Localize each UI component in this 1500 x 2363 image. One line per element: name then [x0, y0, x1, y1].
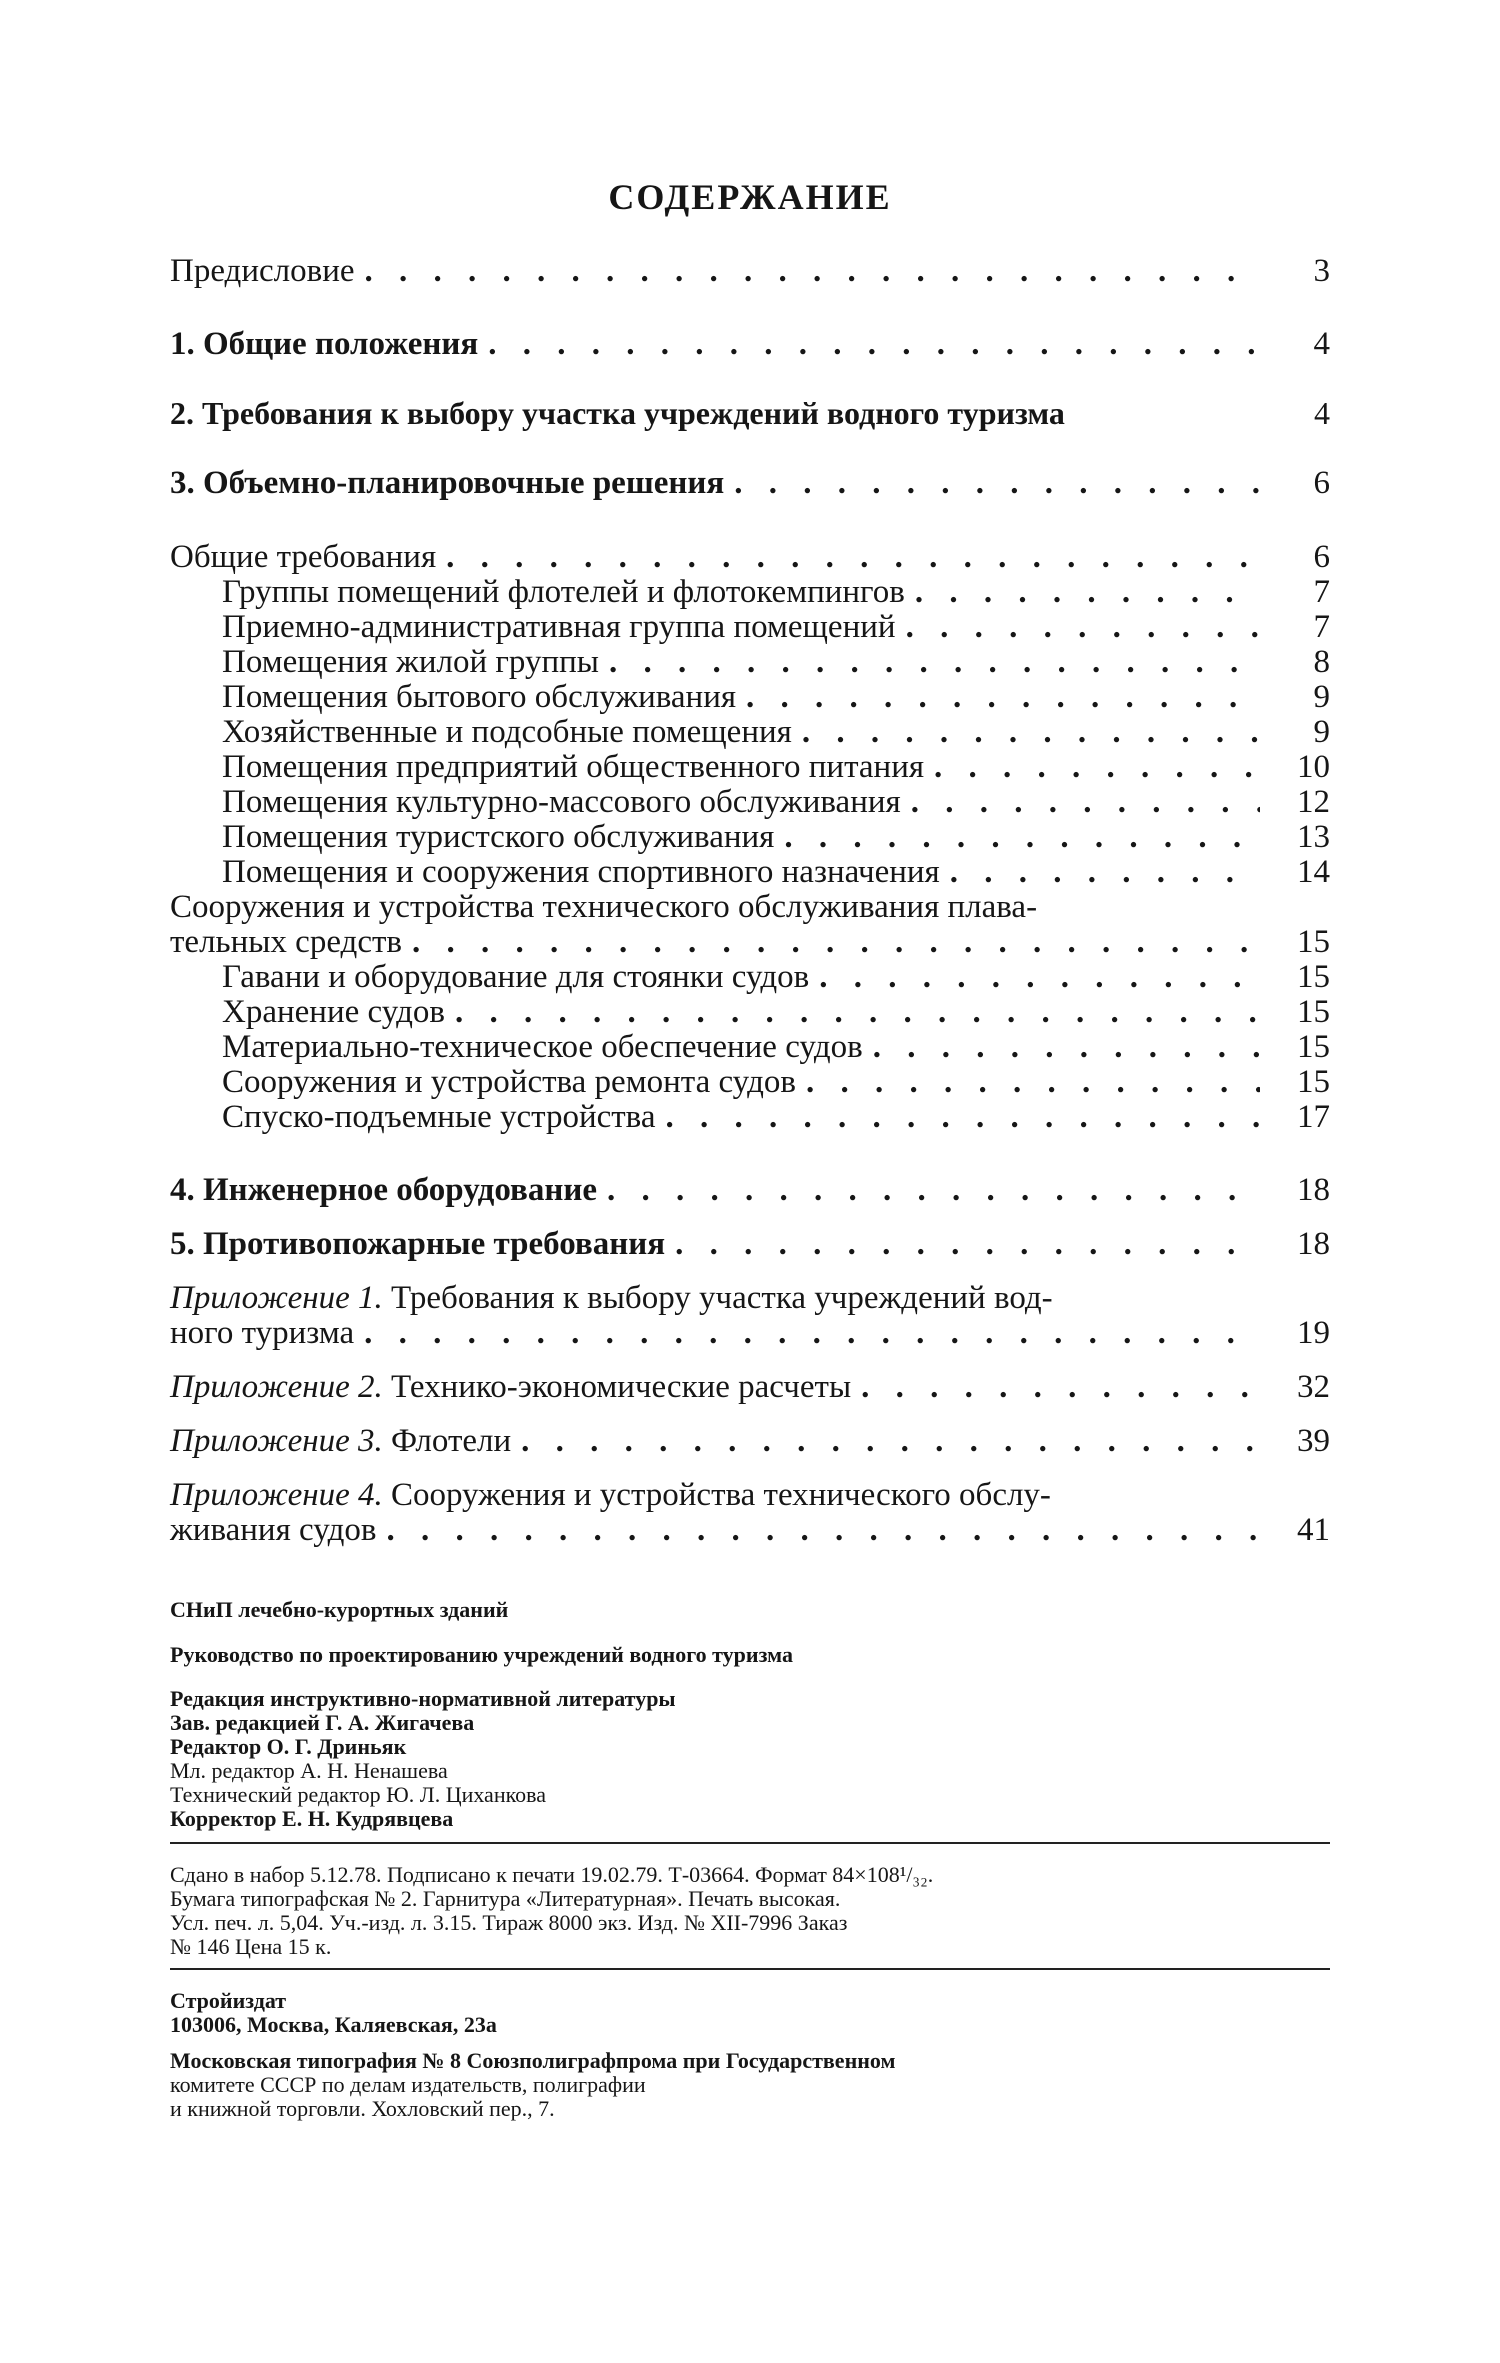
toc-entry-text: 4. Инженерное оборудование [170, 1172, 598, 1208]
toc-page-number: 12 [1297, 784, 1330, 820]
toc-page-number: 39 [1297, 1423, 1330, 1459]
toc-entry-text: Сооружения и устройства ремонта судов [222, 1064, 796, 1100]
toc-page-number: 15 [1297, 924, 1330, 960]
toc-entry [170, 1368, 1330, 1406]
toc-entry-text: Помещения и сооружения спортивного назначения [222, 854, 940, 890]
toc-page-number: 6 [1313, 539, 1330, 575]
toc-entry-text: Спуско-подъемные устройства [222, 1099, 656, 1135]
toc-entry [222, 608, 1330, 646]
toc-entry [222, 783, 1330, 821]
toc-entry [170, 1314, 1330, 1352]
toc-page-number: 41 [1297, 1512, 1330, 1548]
editorial-line: Зав. редакцией Г. А. Жигачева [170, 1710, 475, 1735]
toc-entry [170, 1171, 1330, 1209]
divider [170, 1968, 1330, 1970]
print-details-line: Бумага типографская № 2. Гарнитура «Литературная». Печать высокая. [170, 1886, 841, 1911]
appendix-label: Приложение 3. [170, 1423, 383, 1459]
toc-entry-text: Группы помещений флотелей и флотокемпингов [222, 574, 905, 610]
toc-leader [665, 1098, 1260, 1136]
toc-entry-text: Предисловие [170, 253, 355, 289]
toc-entry-text: Помещения жилой группы [222, 644, 599, 680]
book-title: Руководство по проектированию учреждений водного туризма [170, 1642, 793, 1667]
toc-leader [455, 993, 1260, 1031]
toc-leader [488, 325, 1260, 363]
toc-leader [734, 464, 1260, 502]
toc-leader [950, 853, 1260, 891]
toc-entry [170, 1511, 1330, 1549]
appendix-title: Флотели [382, 1423, 512, 1459]
toc-entry-line [170, 1476, 1270, 1514]
toc-entry [222, 1028, 1330, 1066]
toc-entry-text: Хозяйственные и подсобные помещения [222, 714, 792, 750]
toc-entry-text: 2. Требования к выбору участка учреждений водного туризма [170, 395, 1065, 431]
toc-page-number: 15 [1297, 1064, 1330, 1100]
toc-entry [222, 993, 1330, 1031]
toc-page-number: 15 [1297, 994, 1330, 1030]
editorial-line: Технический редактор Ю. Л. Циханкова [170, 1782, 547, 1807]
toc-entry [170, 252, 1330, 290]
toc-page-number: 19 [1297, 1315, 1330, 1351]
toc-page-number: 15 [1297, 959, 1330, 995]
toc-entry-text: Приемно-административная группа помещений [222, 609, 896, 645]
toc-entry-text: тельных средств [170, 924, 402, 960]
toc-entry-line: Сооружения и устройства технического обслуживания плава- [170, 889, 1038, 925]
toc-leader [609, 643, 1260, 681]
publisher-line: 103006, Москва, Каляевская, 23а [170, 2012, 497, 2037]
toc-entry-text [170, 1368, 851, 1406]
toc-leader [861, 1368, 1260, 1406]
toc-page-number: 7 [1313, 574, 1330, 610]
printer-line: Московская типография № 8 Союзполиграфпрома при Государственном [170, 2048, 896, 2073]
toc-entry-text: ного туризма [170, 1315, 355, 1351]
toc-entry [170, 325, 1330, 363]
toc-entry [170, 394, 1330, 432]
series-title: СНиП лечебно-курортных зданий [170, 1597, 509, 1622]
toc-entry-text [170, 1422, 511, 1460]
toc-entry-line [170, 1279, 1270, 1317]
toc-entry [170, 538, 1330, 576]
printer-line: и книжной торговли. Хохловский пер., 7. [170, 2096, 555, 2121]
toc-entry [222, 713, 1330, 751]
page-title: СОДЕРЖАНИЕ [608, 177, 892, 217]
toc-page-number: 9 [1313, 714, 1330, 750]
toc-leader [412, 923, 1260, 961]
toc-page-number: 8 [1313, 644, 1330, 680]
toc-entry-text: Помещения предприятий общественного питания [222, 749, 925, 785]
appendix-label: Приложение 2. [170, 1369, 383, 1405]
appendix-title: Требования к выбору участка учреждений вод- [382, 1280, 1053, 1316]
toc-page-number: 9 [1313, 679, 1330, 715]
toc-entry [222, 748, 1330, 786]
toc-page-number: 4 [1314, 395, 1330, 431]
toc-leader [906, 608, 1260, 646]
appendix-title: Сооружения и устройства технического обслу- [382, 1477, 1051, 1513]
toc-leader [819, 958, 1260, 996]
print-details-line: № 146 Цена 15 к. [170, 1934, 332, 1959]
print-details-line: Сдано в набор 5.12.78. Подписано к печати 19.02.79. Т-03664. Формат 84×108¹/₃₂. [170, 1862, 934, 1887]
toc-leader [365, 252, 1261, 290]
toc-entry-text: живания судов [170, 1512, 377, 1548]
toc-leader [911, 783, 1260, 821]
toc-page-number: 7 [1313, 609, 1330, 645]
toc-leader [802, 713, 1260, 751]
toc-entry-text: Общие требования [170, 539, 437, 575]
toc-entry [222, 573, 1330, 611]
toc-entry-text: 1. Общие положения [170, 326, 479, 362]
toc-leader [387, 1511, 1260, 1549]
toc-page-number: 3 [1313, 253, 1330, 289]
publisher-line: Стройиздат [170, 1988, 287, 2013]
toc-entry-text: Помещения туристского обслуживания [222, 819, 775, 855]
toc-entry [222, 1063, 1330, 1101]
editorial-line: Редакция инструктивно-нормативной литературы [170, 1686, 676, 1711]
editorial-line: Редактор О. Г. Дриньяк [170, 1734, 407, 1759]
toc-entry-text: Помещения культурно-массового обслуживания [222, 784, 901, 820]
appendix-label: Приложение 4. [170, 1477, 383, 1513]
toc-leader [607, 1171, 1260, 1209]
toc-entry-text: Материально-техническое обеспечение судов [222, 1029, 863, 1065]
toc-page-number: 17 [1297, 1099, 1330, 1135]
toc-leader [934, 748, 1260, 786]
toc-leader [806, 1063, 1260, 1101]
toc-entry [170, 923, 1330, 961]
toc-entry [222, 678, 1330, 716]
toc-entry [222, 643, 1330, 681]
toc-entry [222, 818, 1330, 856]
editorial-line: Мл. редактор А. Н. Ненашева [170, 1758, 448, 1783]
toc-page-number: 13 [1297, 819, 1330, 855]
toc-page-number: 32 [1297, 1369, 1330, 1405]
toc-leader [915, 573, 1260, 611]
toc-entry [222, 853, 1330, 891]
toc-entry [222, 1098, 1330, 1136]
toc-entry-text: Гавани и оборудование для стоянки судов [222, 959, 810, 995]
toc-entry [170, 1225, 1330, 1263]
appendix-label: Приложение 1. [170, 1280, 383, 1316]
toc-page-number: 14 [1297, 854, 1330, 890]
divider [170, 1842, 1330, 1844]
toc-page-number: 6 [1313, 465, 1330, 501]
toc-leader [364, 1314, 1260, 1352]
toc-page-number: 15 [1297, 1029, 1330, 1065]
toc-leader [784, 818, 1260, 856]
toc-page-number: 10 [1297, 749, 1330, 785]
toc-entry [170, 464, 1330, 502]
editorial-line: Корректор Е. Н. Кудрявцева [170, 1806, 454, 1831]
toc-leader [873, 1028, 1260, 1066]
toc-entry-text: 5. Противопожарные требования [170, 1226, 666, 1262]
printer-line: комитете СССР по делам издательств, полиграфии [170, 2072, 646, 2097]
toc-entry [170, 1422, 1330, 1460]
toc-leader [446, 538, 1260, 576]
toc-leader [521, 1422, 1260, 1460]
toc-entry-text: 3. Объемно-планировочные решения [170, 465, 725, 501]
toc-page-number: 4 [1313, 326, 1330, 362]
toc-entry-text: Помещения бытового обслуживания [222, 679, 737, 715]
print-details-line: Усл. печ. л. 5,04. Уч.-изд. л. 3.15. Тираж 8000 экз. Изд. № XII-7996 Заказ [170, 1910, 848, 1935]
toc-page-number: 18 [1297, 1226, 1330, 1262]
toc-leader [675, 1225, 1260, 1263]
appendix-title: Технико-экономические расчеты [382, 1369, 852, 1405]
toc-entry-text: Хранение судов [222, 994, 446, 1030]
toc-page-number: 18 [1297, 1172, 1330, 1208]
toc-entry [222, 958, 1330, 996]
toc-leader [746, 678, 1260, 716]
